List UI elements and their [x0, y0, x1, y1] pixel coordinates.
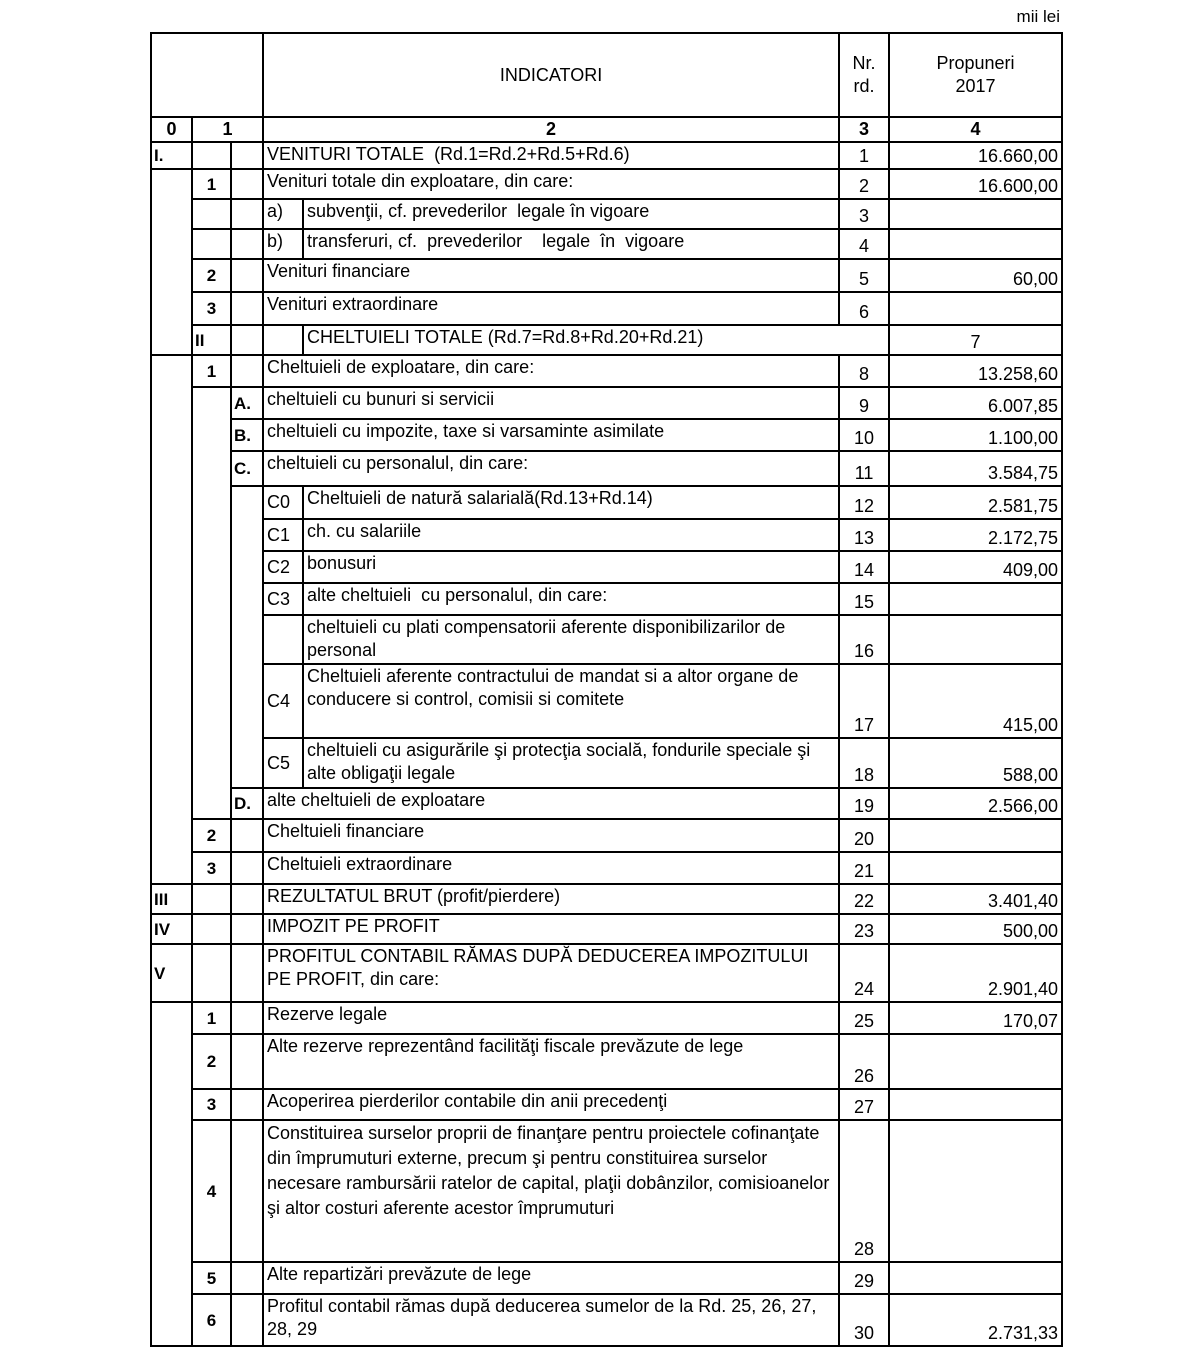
row-value [889, 819, 1062, 852]
row-number: 27 [839, 1089, 889, 1120]
row-value: 13.258,60 [889, 355, 1062, 387]
letter-cell: A. [231, 387, 263, 419]
roman-span-cell [151, 1002, 192, 1346]
num-cell [192, 142, 231, 169]
indicator-text: Cheltuieli extraordinare [263, 852, 839, 884]
row-number: 10 [839, 419, 889, 451]
row-value: 6.007,85 [889, 387, 1062, 419]
row-value: 2.731,33 [889, 1294, 1062, 1346]
letter-cell [231, 914, 263, 944]
row-number: 26 [839, 1034, 889, 1089]
indicator-text: bonusuri [303, 551, 839, 583]
indicator-text: Acoperirea pierderilor contabile din anii precedenţi [263, 1089, 839, 1120]
letter-cell [231, 1089, 263, 1120]
row-number: 14 [839, 551, 889, 583]
roman-cell: III [151, 884, 192, 914]
indicator-text: cheltuieli cu bunuri si servicii [263, 387, 839, 419]
indicator-text: IMPOZIT PE PROFIT [263, 914, 839, 944]
row-value: 2.172,75 [889, 519, 1062, 551]
letter-cell [231, 259, 263, 292]
row-value: 588,00 [889, 738, 1062, 788]
table-row [151, 419, 1062, 451]
row-number: 24 [839, 944, 889, 1002]
table-row [151, 884, 1062, 914]
indicator-text: Alte repartizări prevăzute de lege [263, 1262, 839, 1294]
indicator-text: cheltuieli cu personalul, din care: [263, 451, 839, 486]
budget-table [150, 32, 1063, 1347]
indicator-text: Venituri extraordinare [263, 292, 839, 325]
row-value: 170,07 [889, 1002, 1062, 1034]
table-row [151, 788, 1062, 819]
sub-code: C4 [263, 664, 303, 738]
header-propuneri [889, 33, 1062, 117]
letter-cell [231, 1262, 263, 1294]
letter-cell [231, 1294, 263, 1346]
roman-span-cell [151, 169, 192, 355]
letter-cell: C. [231, 451, 263, 486]
row-number: 2 [839, 169, 889, 199]
table-row [151, 169, 1062, 199]
row-value: 2.581,75 [889, 486, 1062, 519]
letter-cell [231, 819, 263, 852]
indicator-text: Profitul contabil rămas după deducerea sumelor de la Rd. 25, 26, 27, 28, 29 [263, 1294, 839, 1346]
row-value [889, 583, 1062, 615]
row-value: 409,00 [889, 551, 1062, 583]
num-span-cell [192, 387, 231, 819]
row-number: 1 [839, 142, 889, 169]
num-cell [192, 884, 231, 914]
num-cell: 3 [192, 852, 231, 884]
unit-label: mii lei [1016, 7, 1060, 26]
num-cell: 3 [192, 1089, 231, 1120]
row-number: 11 [839, 451, 889, 486]
sub-code: C3 [263, 583, 303, 615]
num-cell: 2 [192, 1034, 231, 1089]
header-row [151, 33, 1062, 117]
letter-cell: D. [231, 788, 263, 819]
num-cell [192, 229, 231, 259]
row-value: 2.901,40 [889, 944, 1062, 1002]
num-cell: 3 [192, 292, 231, 325]
indicator-text: CHELTUIELI TOTALE (Rd.7=Rd.8+Rd.20+Rd.21) [303, 325, 889, 355]
letter-cell [231, 199, 263, 229]
letter-cell [231, 852, 263, 884]
letter-cell [231, 142, 263, 169]
letter-cell [231, 1002, 263, 1034]
col-index-4: 4 [889, 117, 1062, 142]
row-value [889, 199, 1062, 229]
row-value: 16.600,00 [889, 169, 1062, 199]
table-row [151, 142, 1062, 169]
header-nr-line2: rd. [853, 76, 875, 96]
header-nr-rd [839, 33, 889, 117]
table-row [151, 259, 1062, 292]
row-value: 2.566,00 [889, 788, 1062, 819]
table-row [151, 1089, 1062, 1120]
row-value: 60,00 [889, 259, 1062, 292]
row-number: 3 [839, 199, 889, 229]
sub-code [263, 615, 303, 664]
header-nr-line1: Nr. [852, 53, 876, 73]
row-number: 19 [839, 788, 889, 819]
header-indicatori: INDICATORI [263, 33, 839, 117]
letter-cell [231, 884, 263, 914]
table-row [151, 944, 1062, 1002]
row-number: 4 [839, 229, 889, 259]
row-value [889, 1262, 1062, 1294]
row-number: 13 [839, 519, 889, 551]
table-row [151, 1262, 1062, 1294]
table-row [151, 852, 1062, 884]
indicator-text: Venituri financiare [263, 259, 839, 292]
row-number: 21 [839, 852, 889, 884]
header-blank [151, 33, 263, 117]
header-prop-line2: 2017 [955, 76, 996, 96]
table-row [151, 387, 1062, 419]
num-cell: 6 [192, 1294, 231, 1346]
num-cell: 1 [192, 169, 231, 199]
table-row [151, 292, 1062, 325]
table-row [151, 1034, 1062, 1089]
row-value: 500,00 [889, 914, 1062, 944]
num-cell [192, 944, 231, 1002]
row-number: 30 [839, 1294, 889, 1346]
table-row [151, 1120, 1062, 1262]
letter-cell [263, 325, 303, 355]
row-value [889, 1034, 1062, 1089]
row-number: 25 [839, 1002, 889, 1034]
letter-span-cell [231, 486, 263, 788]
num-cell [192, 199, 231, 229]
roman-span-cell [151, 355, 192, 884]
table-row [151, 451, 1062, 486]
row-number: 28 [839, 1120, 889, 1262]
indicator-text: Venituri totale din exploatare, din care: [263, 169, 839, 199]
col-index-3: 3 [839, 117, 889, 142]
num-cell [231, 325, 263, 355]
indicator-text: Rezerve legale [263, 1002, 839, 1034]
sub-code: C5 [263, 738, 303, 788]
row-value [889, 852, 1062, 884]
row-number: 9 [839, 387, 889, 419]
sub-code: a) [263, 199, 303, 229]
row-number: 12 [839, 486, 889, 519]
row-value: 16.660,00 [889, 142, 1062, 169]
indicator-text: REZULTATUL BRUT (profit/pierdere) [263, 884, 839, 914]
roman-cell: II [192, 325, 231, 355]
header-prop-line1: Propuneri [936, 53, 1015, 73]
sub-code: C0 [263, 486, 303, 519]
table-row [151, 355, 1062, 387]
indicator-text: ch. cu salariile [303, 519, 839, 551]
indicator-text: alte cheltuieli de exploatare [263, 788, 839, 819]
indicator-text: Cheltuieli de exploatare, din care: [263, 355, 839, 387]
row-number: 17 [839, 664, 889, 738]
row-number: 29 [839, 1262, 889, 1294]
table-row [151, 738, 1062, 788]
table-row [151, 325, 1062, 355]
row-number: 6 [839, 292, 889, 325]
indicator-text: Cheltuieli financiare [263, 819, 839, 852]
row-value: 1.100,00 [889, 419, 1062, 451]
row-number: 22 [839, 884, 889, 914]
row-value [889, 1120, 1062, 1262]
row-value: 3.584,75 [889, 451, 1062, 486]
indicator-text: VENITURI TOTALE (Rd.1=Rd.2+Rd.5+Rd.6) [263, 142, 839, 169]
num-cell: 5 [192, 1262, 231, 1294]
row-number: 20 [839, 819, 889, 852]
table-row [151, 551, 1062, 583]
row-value [889, 615, 1062, 664]
letter-cell [231, 229, 263, 259]
num-cell: 1 [192, 355, 231, 387]
indicator-text: cheltuieli cu impozite, taxe si varsaminte asimilate [263, 419, 839, 451]
letter-cell [231, 1120, 263, 1262]
table-row [151, 229, 1062, 259]
table-row [151, 486, 1062, 519]
indicator-text: subvenţii, cf. prevederilor legale în vigoare [303, 199, 839, 229]
indicator-text: Cheltuieli aferente contractului de mandat si a altor organe de conducere si control, comisii si comitete [303, 664, 839, 738]
row-value [889, 292, 1062, 325]
indicator-text: cheltuieli cu asigurările şi protecţia socială, fondurile speciale şi alte obligaţii legale [303, 738, 839, 788]
table-row [151, 664, 1062, 738]
indicator-text: Cheltuieli de natură salarială(Rd.13+Rd.14) [303, 486, 839, 519]
column-index-row [151, 117, 1062, 142]
table-row [151, 583, 1062, 615]
table-row [151, 199, 1062, 229]
letter-cell [231, 944, 263, 1002]
row-number: 8 [839, 355, 889, 387]
row-number: 5 [839, 259, 889, 292]
col-index-0: 0 [151, 117, 192, 142]
letter-cell [231, 169, 263, 199]
roman-cell: I. [151, 142, 192, 169]
indicator-text: cheltuieli cu plati compensatorii aferente disponibilizarilor de personal [303, 615, 839, 664]
sub-code: C1 [263, 519, 303, 551]
num-cell: 2 [192, 259, 231, 292]
num-cell: 1 [192, 1002, 231, 1034]
col-index-2: 2 [263, 117, 839, 142]
row-value: 3.401,40 [889, 884, 1062, 914]
row-number: 7 [889, 325, 1062, 355]
sub-code: C2 [263, 551, 303, 583]
indicator-text: transferuri, cf. prevederilor legale în vigoare [303, 229, 839, 259]
row-value [889, 1089, 1062, 1120]
roman-cell: V [151, 944, 192, 1002]
num-cell: 4 [192, 1120, 231, 1262]
num-cell: 2 [192, 819, 231, 852]
table-row [151, 1294, 1062, 1346]
col-index-1: 1 [192, 117, 263, 142]
table-row [151, 1002, 1062, 1034]
letter-cell [231, 292, 263, 325]
row-number: 15 [839, 583, 889, 615]
sub-code: b) [263, 229, 303, 259]
row-value: 415,00 [889, 664, 1062, 738]
letter-cell [231, 1034, 263, 1089]
indicator-text: PROFITUL CONTABIL RĂMAS DUPĂ DEDUCEREA IMPOZITULUI PE PROFIT, din care: [263, 944, 839, 1002]
num-cell [192, 914, 231, 944]
table-row [151, 819, 1062, 852]
row-value [889, 229, 1062, 259]
indicator-text: Constituirea surselor proprii de finanţare pentru proiectele cofinanţate din împrumuturi externe, precum şi pentru constituirea surselor necesare rambursării ratelor de capital, plaţii dobânzilor, comisioanelor şi altor costuri aferente acestor împrumuturi [263, 1120, 839, 1262]
letter-cell: B. [231, 419, 263, 451]
letter-cell [231, 355, 263, 387]
row-number: 18 [839, 738, 889, 788]
indicator-text: alte cheltuieli cu personalul, din care: [303, 583, 839, 615]
roman-cell: IV [151, 914, 192, 944]
indicator-text: Alte rezerve reprezentând facilităţi fiscale prevăzute de lege [263, 1034, 839, 1089]
row-number: 16 [839, 615, 889, 664]
table-row [151, 519, 1062, 551]
row-number: 23 [839, 914, 889, 944]
table-row [151, 615, 1062, 664]
table-row [151, 914, 1062, 944]
